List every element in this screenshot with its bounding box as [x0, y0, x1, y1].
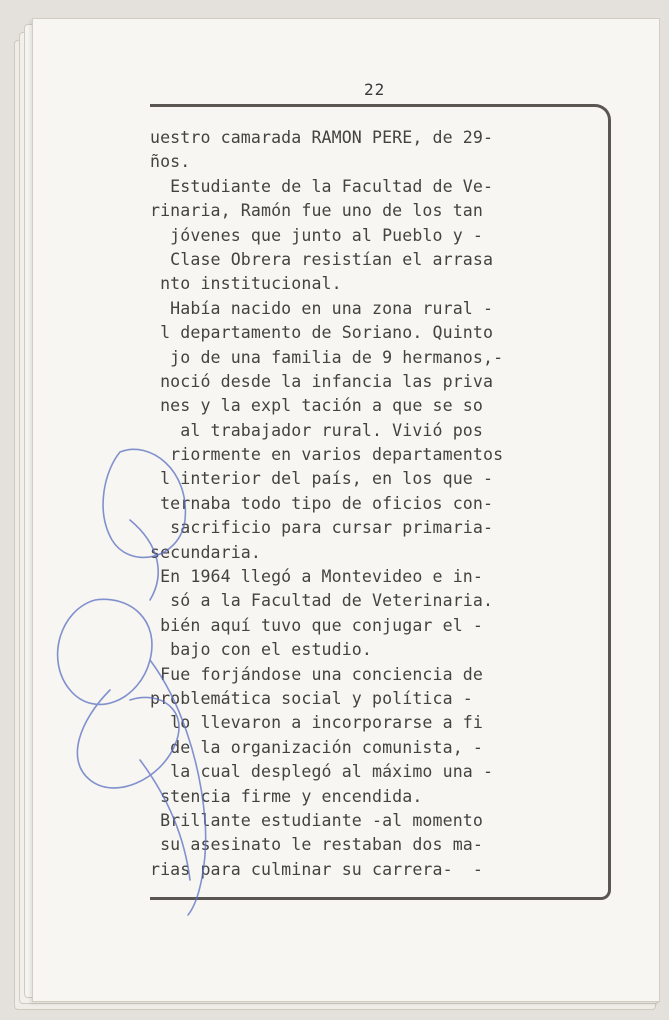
text-line: su asesinato le restaban dos ma-: [150, 835, 483, 855]
text-line: rinaria, Ramón fue uno de los tan: [150, 201, 483, 221]
text-line: stencia firme y encendida.: [150, 786, 423, 806]
text-line: En 1964 llegó a Montevideo e in-: [150, 567, 483, 587]
text-line: de la organización comunista, -: [150, 737, 483, 757]
text-line: Fue forjándose una conciencia de: [150, 664, 483, 684]
text-line: rias para culminar su carrera- -: [150, 859, 483, 879]
text-line: Estudiante de la Facultad de Ve-: [150, 176, 494, 196]
text-line: riormente en varios departamentos: [150, 445, 504, 465]
text-line: bién aquí tuvo que conjugar el -: [150, 615, 483, 635]
text-line: nes y la expl tación a que se so: [150, 396, 483, 416]
text-line: la cual desplegó al máximo una -: [150, 762, 494, 782]
text-line: l departamento de Soriano. Quinto: [150, 323, 494, 343]
text-line: Brillante estudiante -al momento: [150, 810, 483, 830]
text-line: ternaba todo tipo de oficios con-: [150, 493, 494, 513]
text-line: noció desde la infancia las priva: [150, 371, 494, 391]
text-line: sacrificio para cursar primaria-: [150, 518, 494, 538]
text-line: bajo con el estudio.: [150, 640, 372, 660]
page-number: 22: [364, 80, 386, 99]
text-line: secundaria.: [150, 542, 261, 562]
text-line: lo llevaron a incorporarse a fi: [150, 713, 483, 733]
text-line: só a la Facultad de Veterinaria.: [150, 591, 494, 611]
text-line: Había nacido en una zona rural -: [150, 298, 494, 318]
text-line: ños.: [150, 152, 191, 172]
text-line: Clase Obrera resistían el arrasa: [150, 249, 494, 269]
text-line: jóvenes que junto al Pueblo y -: [150, 225, 483, 245]
text-line: problemática social y política -: [150, 688, 473, 708]
text-line: jo de una familia de 9 hermanos,-: [150, 347, 504, 367]
text-line: al trabajador rural. Vivió pos: [150, 420, 483, 440]
text-line: l interior del país, en los que -: [150, 469, 494, 489]
text-line: uestro camarada RAMON PERE, de 29-: [150, 128, 494, 147]
text-line: nto institucional.: [150, 274, 342, 294]
body-text: [150, 126, 602, 882]
